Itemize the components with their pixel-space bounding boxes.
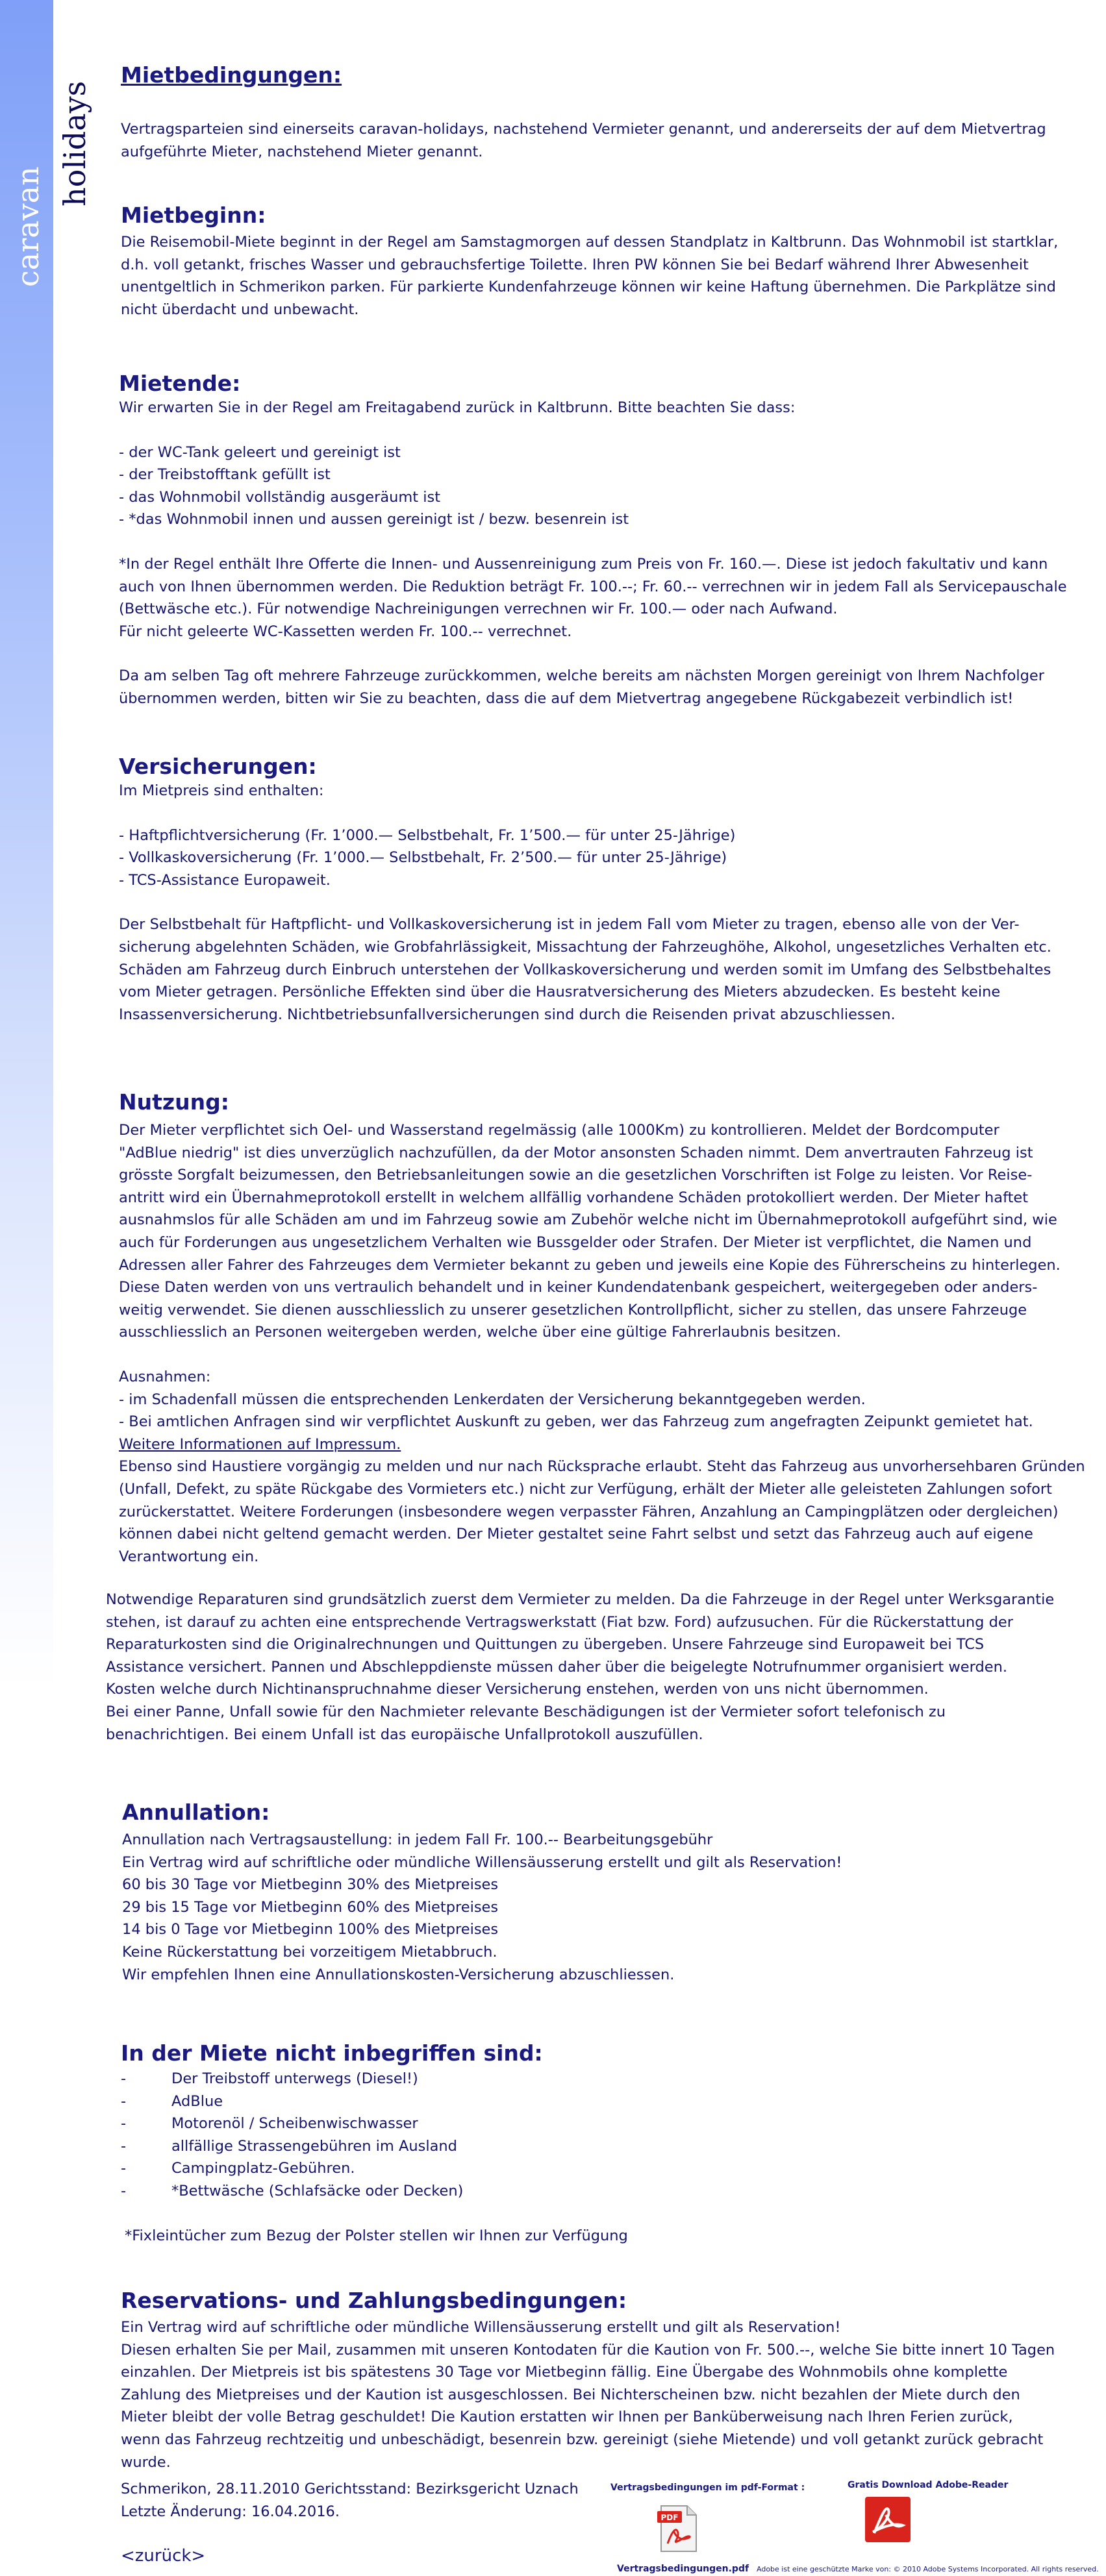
section-title: Versicherungen: — [119, 754, 317, 779]
section-mietbedingungen — [121, 62, 1095, 163]
impressum-link[interactable]: Weitere Informationen auf Impressum. — [119, 1435, 401, 1453]
section-title: Mietbeginn: — [121, 203, 266, 228]
pdf-format-label: Vertragsbedingungen im pdf-Format : — [610, 2483, 805, 2493]
section-text-cleaning: *In der Regel enthält Ihre Offerte die Innen- und Aussenreinigung zum Preis von Fr. 160.—. Diese ist jedoch fakultativ und kann auch von Ihnen übernommen werden. Die Reduktion beträgt Fr. 100.--; Fr. 60.-- verrechnen wir in jedem Fall als Servicepauschale (Bettwäsche etc.). Für notwendige Nachreinigungen verrechnen wir Fr. 100.— oder nach Aufwand. Für nicht geleerte WC-Kassetten werden Fr. 100.-- verrechnet. — [119, 555, 1067, 640]
section-insurance-list: - Haftpflichtversicherung (Fr. 1’000.— Selbstbehalt, Fr. 1’500.— für unter 25-Jährige) - Vollkaskoversicherung (Fr. 1’000.— Selbstbehalt, Fr. 2’500.— für unter 25-Jährige) - TCS-Assistance Europaweit. — [119, 826, 736, 889]
section-text-usage: Der Mieter verpflichtet sich Oel- und Wasserstand regelmässig (alle 1000Km) zu kontrollieren. Meldet der Bordcomputer "AdBlue niedrig" ist dies unverzüglich nachzufüllen, da der Motor ansonsten Schaden nimmt. Dem anvertrauten Fahrzeug ist grösste Sorgfalt beizumessen, den Betriebsanleitungen sowie an die gesetzlichen Vorschriften ist Folge zu leisten. Vor Reise- antritt wird ein Übernahmeprotokoll erstellt in welchem allfällig vorhandene Schäden protokolliert werden. Der Mieter haftet ausnahmslos für alle Schäden am und im Fahrzeug sowie am Zubehör welche nicht im Übernahmeprotokoll aufgeführt sind, wie auch für Forderungen aus ungesetzlichem Verhalten wie Bussgelder oder Strafen. Der Mieter ist verpflichtet, die Namen und Adressen aller Fahrer des Fahrzeuges dem Vermieter bekannt zu geben und jeweils eine Kopie des Führerscheins zu hinterlegen. Diese Daten werden von uns vertraulich behandelt und in keiner Kundendatenbank gespeichert, weitergegeben oder anders- weitig verwendet. Sie dienen ausschliesslich zu unserer gesetzlichen Kontrollpflicht, sicher zu stellen, das unsere Fahrzeuge ausschliesslich an Personen weitergeben werden, welche über eine gültige Fahrerlaubnis besitzen. — [119, 1122, 1061, 1341]
section-text-intro: Wir erwarten Sie in der Regel am Freitagabend zurück in Kaltbrunn. Bitte beachten Sie dass: — [119, 399, 796, 416]
section-annullation — [122, 1800, 1096, 1986]
footer-info — [121, 2478, 614, 2523]
adobe-reader-icon[interactable] — [864, 2496, 912, 2544]
list-item: - *Bettwäsche (Schlafsäcke oder Decken) — [121, 2182, 464, 2199]
section-text-repairs: Notwendige Reparaturen sind grundsätzlich zuerst dem Vermieter zu melden. Da die Fahrzeuge in der Regel unter Werksgarantie stehen, ist darauf zu achten eine entsprechende Vertragswerkstatt (Fiat bzw. Ford) aufzusuchen. Für die Rückerstattung der Reparaturkosten sind die Originalrechnungen und Quittungen zu übergeben. Unsere Fahrzeuge sind Europaweit bei TCS Assistance versichert. Pannen und Abschleppdienste müssen daher über die beigelegte Notrufnummer organisiert werden. Kosten welche durch Nichtinanspruchnahme dieser Versicherung enstehen, werden von uns nicht übernommen. Bei einer Panne, Unfall sowie für den Nachmieter relevante Beschädigungen ist der Vermieter sofort telefonisch zu benachrichtigen. Bei einem Unfall ist das europäische Unfallprotokoll auszufüllen. — [106, 1591, 1055, 1743]
section-text-pets: Ebenso sind Haustiere vorgängig zu melden und nur nach Rücksprache erlaubt. Steht das Fahrzeug aus unvorhersehbaren Gründen (Unfall, Defekt, zu späte Rückgabe des Vormieters etc.) nicht zur Verfügung, erhält der Mieter alle geleisteten Zahlungen sofort zurückerstattet. Weitere Forderungen (insbesondere wegen verpasster Fähren, Anzahlung an Campingplätzen oder dergleichen) können dabei nicht geltend gemacht werden. Der Mieter gestaltet seine Fahrt selbst und setzt das Fahrzeug auch auf eigene Verantwortung ein. — [119, 1458, 1085, 1565]
section-text-intro: Im Mietpreis sind enthalten: — [119, 782, 324, 799]
brand-word-holidays: holidays — [57, 80, 92, 206]
section-title: In der Miete nicht inbegriffen sind: — [121, 2040, 543, 2066]
section-versicherungen — [119, 754, 1093, 1026]
section-checklist: - der WC-Tank geleert und gereinigt ist - der Treibstofftank gefüllt ist - das Wohnmobil vollständig ausgeräumt ist - *das Wohnmobil innen und aussen gereinigt ist / bezw. besenrein ist — [119, 443, 629, 528]
section-title: Mietbedingungen: — [121, 62, 342, 88]
adobe-trademark-note: Adobe ist eine geschützte Marke von: © 2010 Adobe Systems Incorporated. All rights reserved. — [757, 2565, 1099, 2573]
list-item: - allfällige Strassengebühren im Ausland — [121, 2137, 457, 2155]
section-title: Nutzung: — [119, 1089, 229, 1115]
list-item: - Der Treibstoff unterwegs (Diesel!) — [121, 2070, 418, 2087]
section-nutzung-repairs — [106, 1589, 1100, 1746]
pdf-document-icon[interactable] — [657, 2503, 700, 2554]
jurisdiction-and-date: Schmerikon, 28.11.2010 Gerichtsstand: Bezirksgericht Uznach Letzte Änderung: 16.04.2016. — [121, 2481, 579, 2520]
bedding-note: *Fixleintücher zum Bezug der Polster stellen wir Ihnen zur Verfügung — [125, 2227, 628, 2244]
list-item: - AdBlue — [121, 2092, 223, 2110]
section-title: Reservations- und Zahlungsbedingungen: — [121, 2288, 627, 2313]
section-title: Mietende: — [119, 371, 241, 396]
pdf-filename-link[interactable]: Vertragsbedingungen.pdf — [617, 2564, 749, 2574]
section-text-deductible: Der Selbstbehalt für Haftpflicht- und Vollkaskoversicherung ist in jedem Fall vom Mieter zu tragen, ebenso alle von der Ver- sicherung abgelehnten Schäden, wie Grobfahrlässigkeit, Missachtung der Fahrzeughöhe, Alkohol, ungesetzliches Verhalten etc. Schäden am Fahrzeug durch Einbruch unterstehen der Vollkaskoversicherung und werden somit im Umfang des Selbstbehaltes vom Mieter getragen. Persönliche Effekten sind über die Hausratversicherung des Mieters abzudecken. Es besteht keine Insassenversicherung. Nichtbetriebsunfallversicherungen sind durch die Reisenden privat abzuschliessen. — [119, 916, 1051, 1023]
adobe-reader-label: Gratis Download Adobe-Reader — [848, 2480, 1009, 2490]
svg-text:PDF: PDF — [660, 2513, 679, 2522]
section-mietende — [119, 371, 1093, 710]
brand-word-caravan: caravan — [10, 166, 45, 287]
section-text: Ein Vertrag wird auf schriftliche oder mündliche Willensäusserung erstellt und gilt als Reservation! Diesen erhalten Sie per Mail, zusammen mit unseren Kontodaten für die Kaution von Fr. 500.--, welche Sie bitte innert 10 Tagen einzahlen. Der Mietpreis ist bis spätestens 30 Tage vor Mietbeginn fällig. Eine Übergabe des Wohnmobils ohne komplette Zahlung des Mietpreises und der Kaution ist ausgeschlossen. Bei Nichterscheinen bzw. nicht bezahlen der Miete durch den Mieter bleibt der volle Betrag geschuldet! Die Kaution erstatten wir Ihnen per Banküberweisung nach Ihren Ferien zurück, wenn das Fahrzeug rechtzeitig und unbeschädigt, besenrein bzw. gereinigt (siehe Mietende) und voll getankt zurück gebracht wurde. — [121, 2319, 1055, 2471]
back-link[interactable]: <zurück> — [121, 2546, 206, 2566]
sidebar-gradient — [0, 0, 92, 2576]
section-nicht-inbegriffen — [121, 2040, 1095, 2247]
section-title: Annullation: — [122, 1800, 270, 1825]
section-text-exceptions: Ausnahmen: - im Schadenfall müssen die entsprechenden Lenkerdaten der Versicherung bekanntgegeben werden. - Bei amtlichen Anfragen sind wir verpflichtet Auskunft zu geben, wer das Fahrzeug zum angefragten Zeipunkt gemietet hat. — [119, 1368, 1033, 1431]
section-nutzung — [119, 1089, 1100, 1568]
section-mietbeginn — [121, 203, 1095, 321]
excluded-items-list — [121, 2068, 1095, 2203]
section-text: Die Reisemobil-Miete beginnt in der Regel am Samstagmorgen auf dessen Standplatz in Kaltbrunn. Das Wohnmobil ist startklar, d.h. voll getankt, frisches Wasser und gebrauchsfertige Toilette. Ihren PW können Sie bei Bedarf während Ihrer Abwesenheit unentgeltlich in Schmerikon parken. Für parkierte Kundenfahrzeuge können wir keine Haftung übernehmen. Die Parkplätze sind nicht überdacht und unbewacht. — [121, 234, 1059, 318]
list-item: - Campingplatz-Gebühren. — [121, 2160, 355, 2177]
section-text: Annullation nach Vertragsaustellung: in jedem Fall Fr. 100.-- Bearbeitungsgebühr Ein Vertrag wird auf schriftliche oder mündliche Willensäusserung erstellt und gilt als Reservation! 60 bis 30 Tage vor Mietbeginn 30% des Mietpreises 29 bis 15 Tage vor Mietbeginn 60% des Mietpreises 14 bis 0 Tage vor Mietbeginn 100% des Mietpreises Keine Rückerstattung bei vorzeitigem Mietabbruch. Wir empfehlen Ihnen eine Annullationskosten-Versicherung abzuschliessen. — [122, 1831, 842, 1983]
list-item: - Motorenöl / Scheibenwischwasser — [121, 2115, 418, 2133]
section-text-return: Da am selben Tag oft mehrere Fahrzeuge zurückkommen, welche bereits am nächsten Morgen gereinigt von Ihrem Nachfolger übernommen werden, bitten wir Sie zu beachten, dass die auf dem Mietvertrag angegebene Rückgabezeit verbindlich ist! — [119, 667, 1045, 707]
section-reservations — [121, 2288, 1095, 2473]
section-text: Vertragsparteien sind einerseits caravan-holidays, nachstehend Vermieter genannt, und andererseits der auf dem Mietvertrag aufgeführte Mieter, nachstehend Mieter genannt. — [121, 121, 1046, 160]
